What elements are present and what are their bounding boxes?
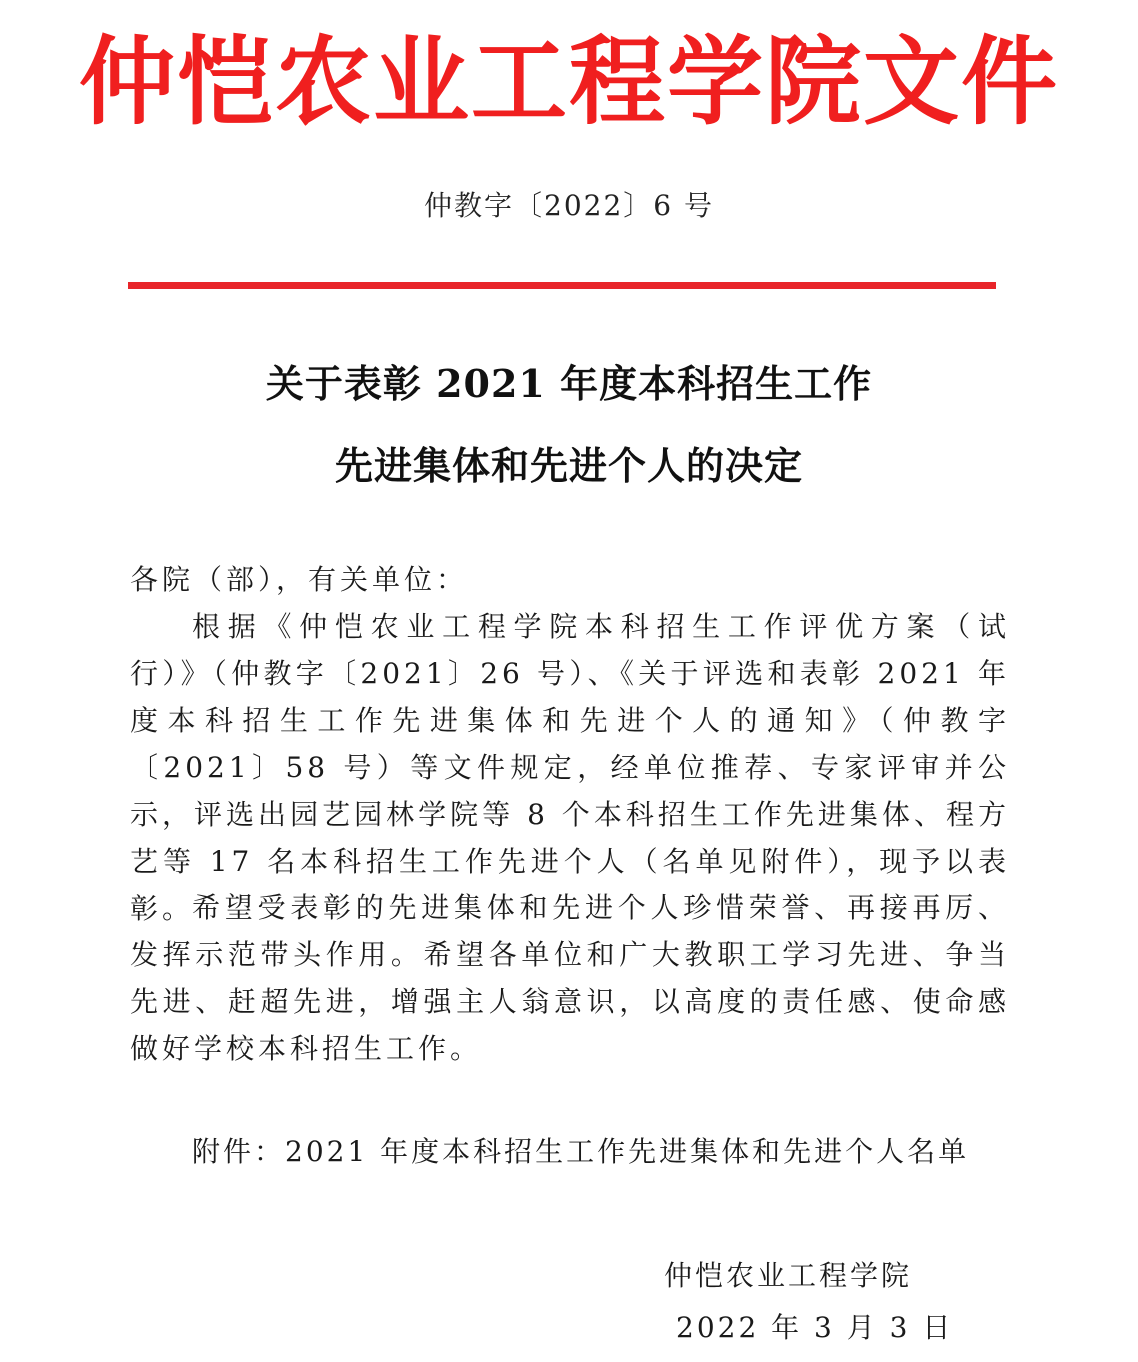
body-paragraph-2: 希望受表彰的先进集体和先进个人珍惜荣誉、再接再厉、发挥示范带头作用。希望各单位和广大教职工学习先进、争当先进、赶超先进，增强主人翁意识，以高度的责任感、使命感做好学校本科招生工作。 — [130, 891, 1010, 1065]
salutation: 各院（部），有关单位： — [130, 563, 469, 596]
attachment-note: 附件：2021 年度本科招生工作先进集体和先进个人名单 — [192, 1135, 970, 1168]
red-divider-rule — [128, 282, 996, 289]
signature-organization: 仲恺农业工程学院 — [664, 1259, 913, 1292]
document-number: 仲教字〔2022〕6 号 — [424, 189, 714, 222]
issuer-header-title: 仲恺农业工程学院文件 — [79, 26, 1059, 138]
body-paragraph-1: 根据《仲恺农业工程学院本科招生工作评优方案（试行）》（仲教字〔2021〕26 号）、《关于评选和表彰 2021 年度本科招生工作先进集体和先进个人的通知》（仲教字〔2021〕58 号）等文件规定，经单位推荐、专家评审并公示，评选出园艺园林学院等 8 个本科招生工作先进集体、程方艺等 17 名本科招生工作先进个人（名单见附件），现予以表彰。 — [130, 610, 1010, 925]
document-title-line-2: 先进集体和先进个人的决定 — [334, 443, 803, 488]
document-title-line-1: 关于表彰 2021 年度本科招生工作 — [265, 361, 873, 406]
signature-date: 2022 年 3 月 3 日 — [676, 1311, 954, 1344]
